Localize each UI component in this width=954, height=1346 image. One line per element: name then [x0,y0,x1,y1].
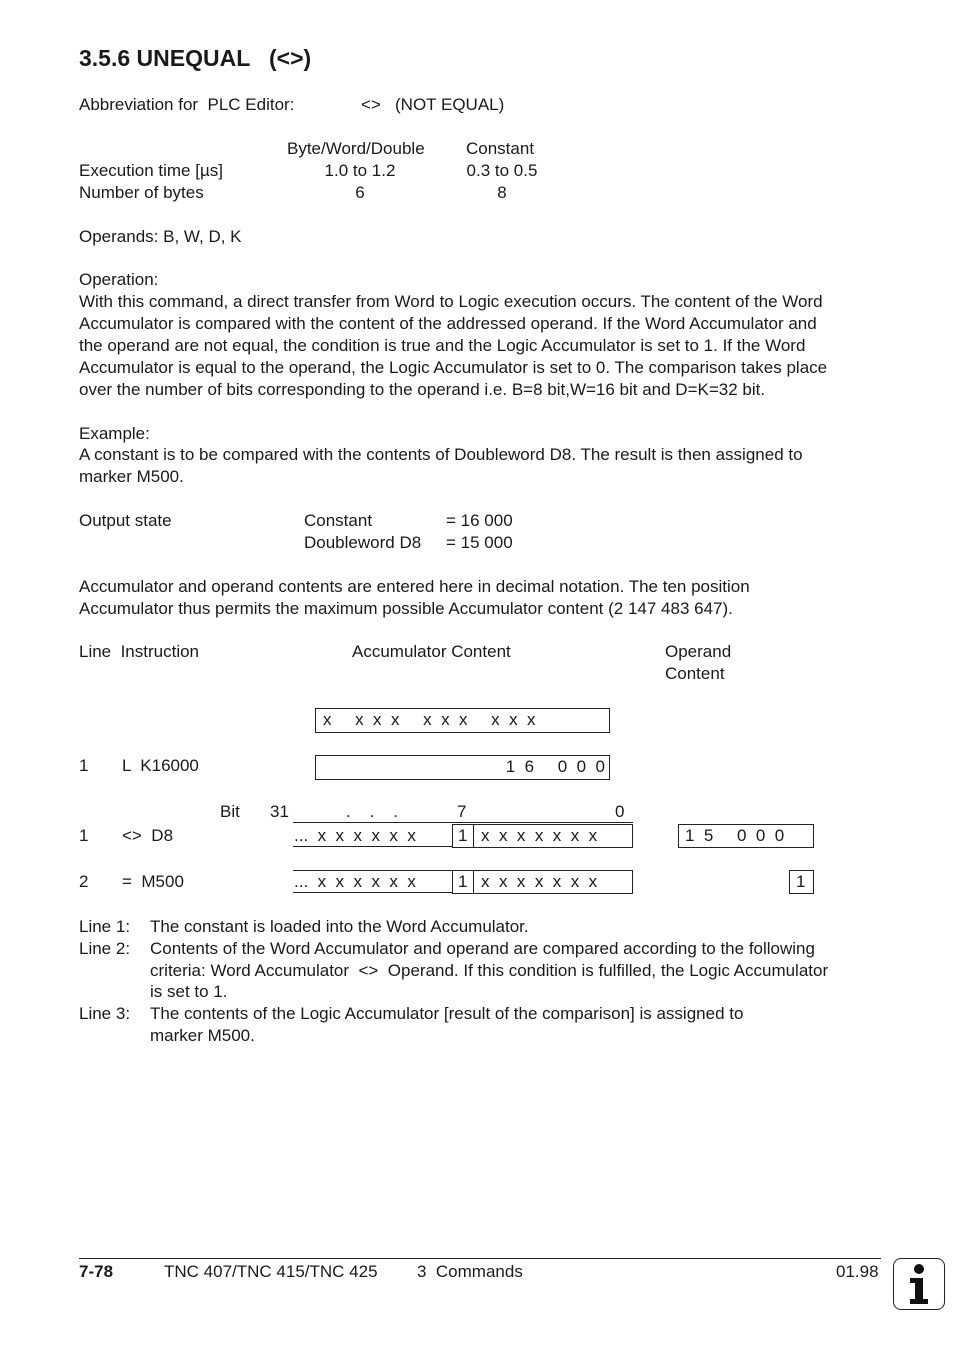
output-state-value: = 16 000 [446,511,513,530]
info-icon [893,1258,945,1310]
timing-row-label: Execution time [µs] [79,161,223,180]
abbrev-value: <> (NOT EQUAL) [361,95,505,114]
note-line: is set to 1. [150,982,228,1001]
timing-col1: Byte/Word/Double [287,139,425,158]
row-instruction: L K16000 [122,756,199,775]
row-line-number: 1 [79,756,89,775]
row2-logic-bit: 1 [458,826,468,845]
note-label: Line 1: [79,917,131,936]
col-operand: Content [665,664,725,683]
operation-line: the operand are not equal, the condition is true and the Logic Accumulator is set to 1. If the Word [79,336,806,355]
note-line: The contents of the Logic Accumulator [result of the comparison] is assigned to [150,1004,744,1023]
note-line: marker M500. [150,1026,255,1045]
timing-row-v2: 8 [497,183,507,202]
row-instruction: = M500 [122,872,184,891]
row-line-number: 2 [79,872,89,891]
row3-acc-right: x x x x x x x [481,872,598,891]
note-line: Contents of the Word Accumulator and operand are compared according to the following [150,939,815,958]
row2-logic-bit-box [452,824,474,848]
timing-row-v1: 6 [355,183,365,202]
section-heading: 3.5.6 UNEQUAL (<>) [79,45,312,71]
bit-31: 31 [270,802,289,821]
footer-page-number: 7-78 [79,1262,114,1281]
col-operand: Operand [665,642,732,661]
operation-line: over the number of bits corresponding to the operand i.e. B=8 bit,W=16 bit and D=K=32 bit. [79,380,766,399]
footer-model: TNC 407/TNC 415/TNC 425 [164,1262,378,1281]
example-line: A constant is to be compared with the contents of Doubleword D8. The result is then assigned to [79,445,803,464]
bit-0: 0 [615,802,625,821]
note-line: criteria: Word Accumulator <> Operand. If this condition is fulfilled, the Logic Accumulator [150,961,829,980]
abbrev-label: Abbreviation for PLC Editor: [79,95,295,114]
notation-line: Accumulator thus permits the maximum possible Accumulator content (2 147 483 647). [79,599,733,618]
bit-7: 7 [457,802,467,821]
operation-line: Accumulator is compared with the content of the addressed operand. If the Word Accumulator and [79,314,817,333]
example-line: marker M500. [79,467,184,486]
timing-row-label: Number of bytes [79,183,204,202]
info-icon-glyph [894,1259,943,1308]
footer-date: 01.98 [836,1262,879,1281]
note-label: Line 2: [79,939,131,958]
row2-operand: 1 5 0 0 0 [685,826,785,845]
row3-logic-bit: 1 [458,872,468,891]
row-instruction: <> D8 [122,826,174,845]
accumulator-initial-box [315,708,610,733]
note-label: Line 3: [79,1004,131,1023]
accumulator-row1-value: 1 6 0 0 0 [505,757,605,776]
row3-underline-left [293,892,453,893]
timing-row-v2: 0.3 to 0.5 [466,161,538,180]
output-state-label: Output state [79,511,172,530]
timing-col2: Constant [466,139,535,158]
operation-line: With this command, a direct transfer from Word to Logic execution occurs. The content of the Word [79,292,823,311]
row3-operand-box [789,870,814,894]
bit-label: Bit [220,802,240,821]
output-state-value: = 15 000 [446,533,513,552]
row2-acc-right: x x x x x x x [481,826,598,845]
row3-topline-left [293,870,453,871]
row2-acc-left: ... x x x x x x [294,826,416,845]
note-line: The constant is loaded into the Word Accumulator. [150,917,529,936]
col-accumulator: Accumulator Content [352,642,511,661]
accumulator-row1-box [315,755,610,780]
row2-operand-box [678,824,814,848]
operation-line: Accumulator is equal to the operand, the Logic Accumulator is set to 0. The comparison takes place [79,358,828,377]
row3-operand: 1 [796,872,806,891]
notation-line: Accumulator and operand contents are entered here in decimal notation. The ten position [79,577,750,596]
timing-row-v1: 1.0 to 1.2 [324,161,396,180]
row3-logic-bit-box [452,870,474,894]
accumulator-initial-value: x x x x x x x x x x [323,710,536,729]
row2-acc-right-box [473,824,633,848]
col-line-instruction: Line Instruction [79,642,200,661]
row3-acc-left: ... x x x x x x [294,872,416,891]
operands-text: Operands: B, W, D, K [79,227,242,246]
row2-underline-left [293,846,453,847]
row3-acc-right-box [473,870,633,894]
operation-title: Operation: [79,270,159,289]
example-title: Example: [79,424,150,443]
output-state-name: Doubleword D8 [304,533,422,552]
footer-chapter: 3 Commands [417,1262,523,1281]
output-state-name: Constant [304,511,373,530]
row-line-number: 1 [79,826,89,845]
footer-rule [79,1258,881,1259]
bit-dots: . . . [346,802,398,821]
